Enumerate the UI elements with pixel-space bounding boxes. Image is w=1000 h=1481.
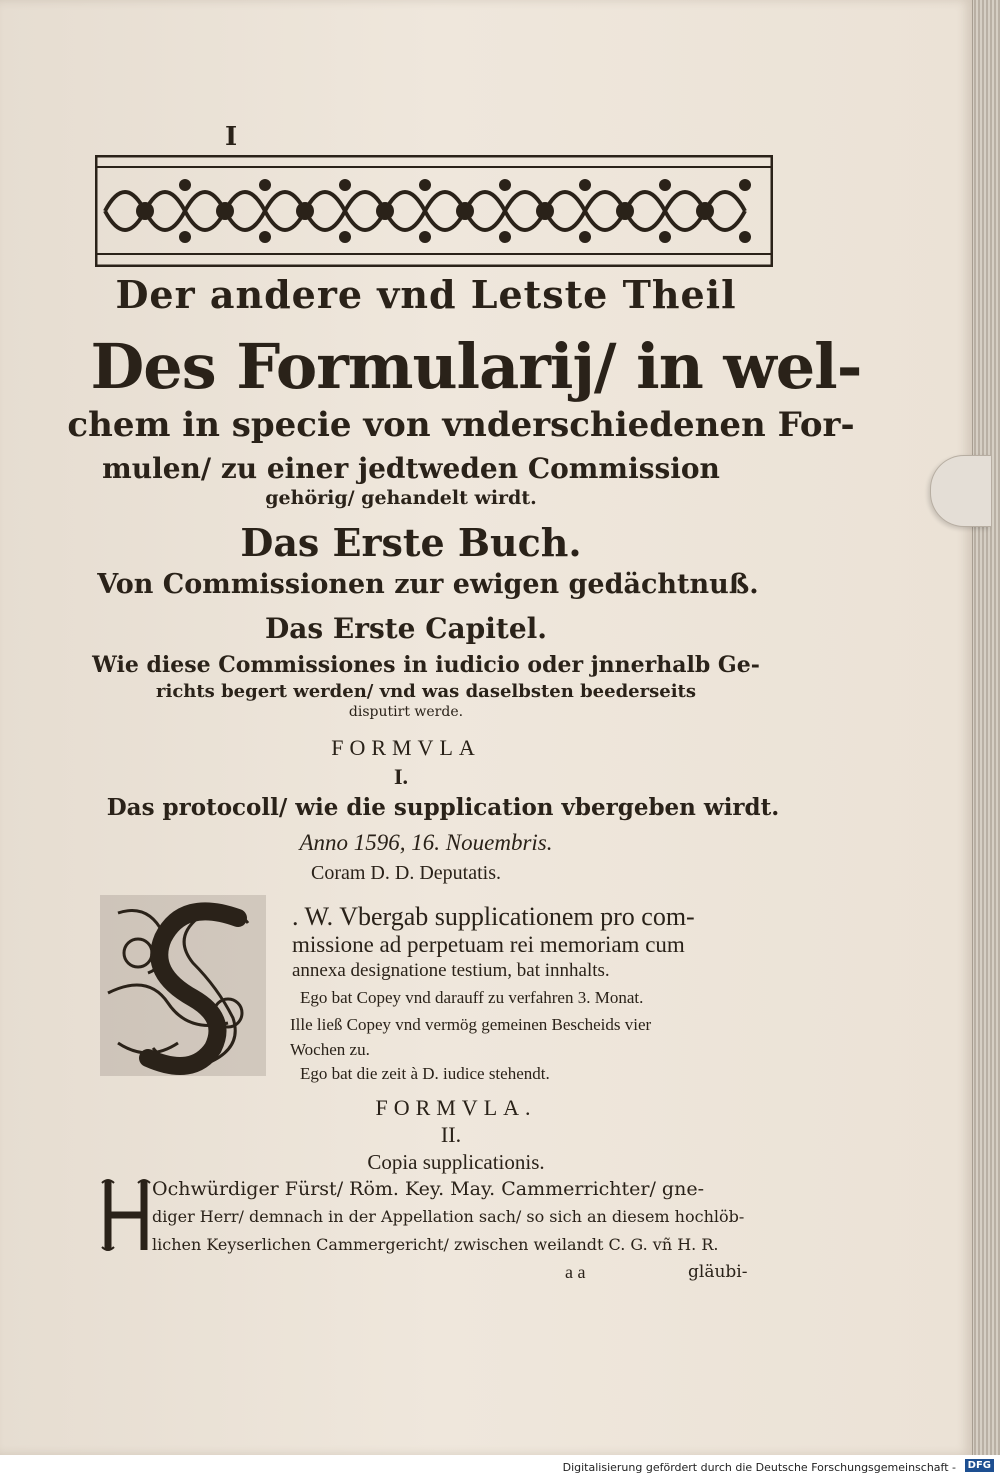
bookmark-tab — [930, 455, 991, 527]
coram-line: Coram D. D. Deputatis. — [311, 862, 501, 884]
book-heading: Das Erste Buch. — [240, 520, 582, 565]
formula-1-heading: FORMVLA — [331, 735, 481, 760]
page-number: I — [225, 122, 238, 152]
title-line-4: mulen/ zu einer jedtweden Commission — [102, 452, 720, 485]
paragraph-2-line-3: lichen Keyserlichen Cammergericht/ zwischen weilandt C. G. vñ H. R. — [152, 1235, 719, 1254]
paragraph-2-line-2: diger Herr/ demnach in der Appellation sach/ so sich an diesem hochlöb- — [152, 1207, 745, 1226]
paragraph-1-line-1: . W. Vbergab supplicationem pro com- — [292, 902, 695, 931]
formula-1-number: I. — [393, 764, 409, 789]
chapter-description-line-3: disputirt werde. — [348, 704, 464, 720]
signature-mark: a a — [565, 1262, 586, 1282]
chapter-description-line-1: Wie diese Commissiones in iudicio oder jnnerhalb Ge- — [92, 652, 760, 678]
decorative-header-ornament — [95, 155, 773, 267]
formula-2-heading: FORMVLA. — [375, 1095, 537, 1120]
paragraph-1-line-7: Ego bat die zeit à D. iudice stehendt. — [300, 1064, 550, 1083]
chapter-description-line-2: richts begert werden/ vnd was daselbsten beederseits — [156, 681, 696, 702]
initial-h-icon — [100, 1175, 152, 1255]
paragraph-2-line-1: Ochwürdiger Fürst/ Röm. Key. May. Cammerrichter/ gne- — [152, 1178, 704, 1200]
catchword: gläubi- — [688, 1262, 748, 1282]
formula-2-number: II. — [440, 1122, 462, 1147]
paragraph-1-line-6: Wochen zu. — [290, 1040, 370, 1059]
paragraph-1-line-3: annexa designatione testium, bat innhalts. — [292, 960, 610, 981]
title-line-1: Der andere vnd Letste Theil — [115, 272, 737, 317]
footer-bar — [0, 1455, 1000, 1481]
formula-2-description: Copia supplicationis. — [367, 1150, 545, 1174]
title-line-2: Des Formularij/ in wel- — [90, 330, 862, 403]
title-line-5: gehörig/ gehandelt wirdt. — [265, 487, 537, 509]
dfg-logo: DFG — [965, 1459, 994, 1472]
paragraph-1-line-5: Ille ließ Copey vnd vermög gemeinen Bescheids vier — [290, 1015, 652, 1034]
funding-credit: Digitalisierung gefördert durch die Deutsche Forschungsgemeinschaft - — [562, 1461, 956, 1474]
title-line-3: chem in specie von vnderschiedenen For- — [67, 405, 855, 445]
date-line: Anno 1596, 16. Nouembris. — [299, 830, 553, 855]
chapter-heading: Das Erste Capitel. — [264, 612, 548, 645]
decorated-initial-s-icon — [98, 893, 268, 1078]
formula-1-description: Das protocoll/ wie die supplication vbergeben wirdt. — [106, 794, 780, 821]
paragraph-1-line-4: Ego bat Copey vnd darauff zu verfahren 3. Monat. — [300, 988, 644, 1007]
paragraph-1-line-2: missione ad perpetuam rei memoriam cum — [292, 932, 685, 957]
book-subheading: Von Commissionen zur ewigen gedächtnuß. — [97, 569, 759, 600]
